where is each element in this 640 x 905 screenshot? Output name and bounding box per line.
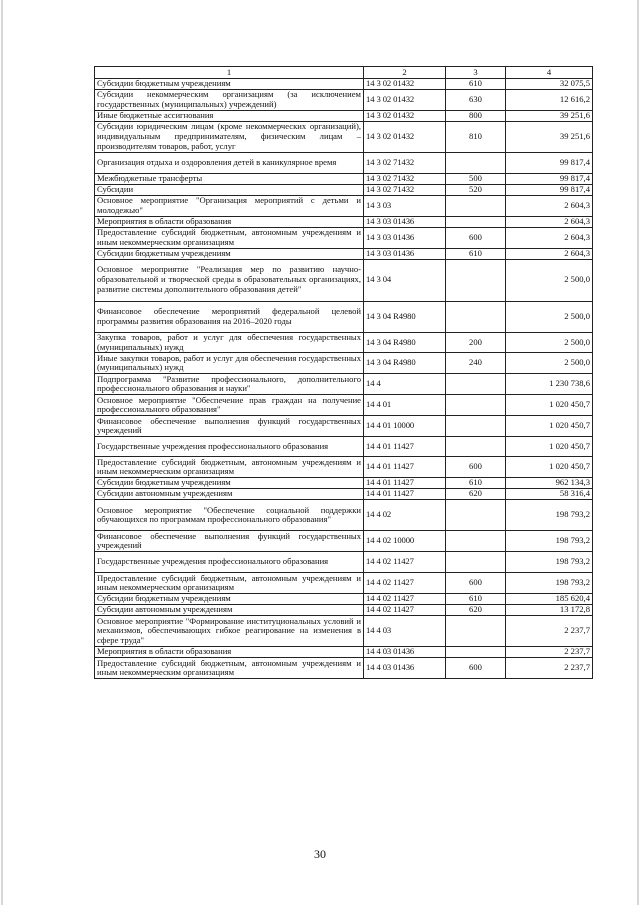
row-amount-cell: 99 817,4: [506, 184, 593, 195]
row-type-cell: 620: [446, 489, 506, 500]
table-row: [95, 259, 593, 301]
row-name-cell: Предоставление субсидий бюджетным, автономным учреждениям и иным некоммерческим организациям: [95, 227, 364, 248]
row-amount-cell: 12 616,2: [506, 90, 593, 111]
row-amount-cell: 1 230 738,6: [506, 374, 593, 395]
row-type-cell: 600: [446, 573, 506, 594]
row-code-cell: 14 3 02 01432: [364, 90, 446, 111]
table-row: [95, 478, 593, 489]
row-type-cell: [446, 301, 506, 332]
row-code-cell: 14 3 02 01432: [364, 110, 446, 121]
row-type-cell: 600: [446, 227, 506, 248]
row-type-cell: [446, 374, 506, 395]
row-code-cell: 14 3 03: [364, 195, 446, 216]
row-type-cell: [446, 647, 506, 658]
row-type-cell: 610: [446, 594, 506, 605]
row-code-cell: 14 3 03 01436: [364, 216, 446, 227]
row-amount-cell: 2 237,7: [506, 658, 593, 679]
row-code-cell: 14 3 04 R4980: [364, 353, 446, 374]
row-name-cell: Финансовое обеспечение выполнения функций государственных учреждений: [95, 416, 364, 437]
row-amount-cell: 32 075,5: [506, 79, 593, 90]
scan-edge-left: [1, 0, 3, 905]
row-name-cell: Предоставление субсидий бюджетным, автономным учреждениям и иным некоммерческим организациям: [95, 573, 364, 594]
row-code-cell: 14 4 01 11427: [364, 478, 446, 489]
row-name-cell: Субсидии автономным учреждениям: [95, 605, 364, 616]
row-amount-cell: 1 020 450,7: [506, 416, 593, 437]
row-amount-cell: 1 020 450,7: [506, 395, 593, 416]
row-name-cell: Субсидии бюджетным учреждениям: [95, 478, 364, 489]
row-code-cell: 14 3 02 71432: [364, 184, 446, 195]
table-row: [95, 594, 593, 605]
table-row: [95, 552, 593, 573]
row-name-cell: Предоставление субсидий бюджетным, автономным учреждениям и иным некоммерческим организациям: [95, 658, 364, 679]
row-type-cell: 610: [446, 79, 506, 90]
row-code-cell: 14 3 02 71432: [364, 152, 446, 173]
column-header-code: 2: [364, 67, 446, 79]
row-name-cell: Предоставление субсидий бюджетным, автономным учреждениям и иным некоммерческим организациям: [95, 457, 364, 478]
row-code-cell: 14 3 02 01432: [364, 79, 446, 90]
row-type-cell: 630: [446, 90, 506, 111]
row-name-cell: Мероприятия в области образования: [95, 647, 364, 658]
table-row: [95, 110, 593, 121]
column-header-amount: 4: [506, 67, 593, 79]
table-row: [95, 457, 593, 478]
row-amount-cell: 39 251,6: [506, 121, 593, 152]
row-type-cell: [446, 552, 506, 573]
column-header-type: 3: [446, 67, 506, 79]
row-code-cell: 14 4 02 11427: [364, 552, 446, 573]
row-type-cell: 200: [446, 332, 506, 353]
row-name-cell: Основное мероприятие "Организация мероприятий с детьми и молодежью": [95, 195, 364, 216]
row-amount-cell: 962 134,3: [506, 478, 593, 489]
table-body: [95, 79, 593, 679]
row-code-cell: 14 4 02 11427: [364, 573, 446, 594]
row-amount-cell: 99 817,4: [506, 173, 593, 184]
row-code-cell: 14 4 02 10000: [364, 531, 446, 552]
row-type-cell: 610: [446, 478, 506, 489]
column-header-name: 1: [95, 67, 364, 79]
row-type-cell: 810: [446, 121, 506, 152]
row-code-cell: 14 3 03 01436: [364, 227, 446, 248]
row-amount-cell: 1 020 450,7: [506, 437, 593, 457]
row-amount-cell: 2 500,0: [506, 353, 593, 374]
table-row: [95, 489, 593, 500]
row-name-cell: Субсидии автономным учреждениям: [95, 489, 364, 500]
row-name-cell: Финансовое обеспечение выполнения функций государственных учреждений: [95, 531, 364, 552]
row-amount-cell: 1 020 450,7: [506, 457, 593, 478]
table-row: [95, 332, 593, 353]
row-code-cell: 14 4 03 01436: [364, 647, 446, 658]
table-row: [95, 500, 593, 531]
row-amount-cell: 2 500,0: [506, 301, 593, 332]
row-amount-cell: 2 500,0: [506, 332, 593, 353]
row-type-cell: [446, 152, 506, 173]
row-type-cell: 520: [446, 184, 506, 195]
row-name-cell: Субсидии бюджетным учреждениям: [95, 594, 364, 605]
table-row: [95, 573, 593, 594]
row-code-cell: 14 4 01 10000: [364, 416, 446, 437]
table-row: [95, 173, 593, 184]
table-row: [95, 416, 593, 437]
table-row: [95, 616, 593, 647]
row-code-cell: 14 4 01 11427: [364, 437, 446, 457]
row-code-cell: 14 4: [364, 374, 446, 395]
row-name-cell: Основное мероприятие "Обеспечение социальной поддержки обучающихся по программам профессионального образования": [95, 500, 364, 531]
row-amount-cell: 198 793,2: [506, 531, 593, 552]
row-type-cell: 610: [446, 248, 506, 259]
row-name-cell: Закупка товаров, работ и услуг для обеспечения государственных (муниципальных) нужд: [95, 332, 364, 353]
row-code-cell: 14 3 02 01432: [364, 121, 446, 152]
row-name-cell: Субсидии: [95, 184, 364, 195]
row-code-cell: 14 4 02 11427: [364, 605, 446, 616]
row-code-cell: 14 4 02 11427: [364, 594, 446, 605]
table-row: [95, 658, 593, 679]
row-code-cell: 14 3 04: [364, 259, 446, 301]
row-type-cell: 600: [446, 658, 506, 679]
table-row: [95, 374, 593, 395]
table-row: [95, 227, 593, 248]
table-row: [95, 353, 593, 374]
row-type-cell: 600: [446, 457, 506, 478]
row-name-cell: Иные закупки товаров, работ и услуг для обеспечения государственных (муниципальных) нужд: [95, 353, 364, 374]
row-name-cell: Субсидии юридическим лицам (кроме некоммерческих организаций), индивидуальным предпринимателям, физическим лицам – производителям товаров, работ, услуг: [95, 121, 364, 152]
table-row: [95, 152, 593, 173]
table-row: [95, 531, 593, 552]
row-amount-cell: 99 817,4: [506, 152, 593, 173]
table-row: [95, 216, 593, 227]
row-amount-cell: 13 172,8: [506, 605, 593, 616]
row-code-cell: 14 3 03 01436: [364, 248, 446, 259]
table-row: [95, 184, 593, 195]
row-code-cell: 14 3 04 R4980: [364, 301, 446, 332]
table-row: [95, 195, 593, 216]
row-name-cell: Иные бюджетные ассигнования: [95, 110, 364, 121]
row-code-cell: 14 3 02 71432: [364, 173, 446, 184]
table-row: [95, 121, 593, 152]
table-row: [95, 248, 593, 259]
row-name-cell: Субсидии некоммерческим организациям (за исключением государственных (муниципальных) учреждений): [95, 90, 364, 111]
row-amount-cell: 39 251,6: [506, 110, 593, 121]
row-type-cell: [446, 437, 506, 457]
row-type-cell: 620: [446, 605, 506, 616]
row-type-cell: [446, 531, 506, 552]
row-name-cell: Мероприятия в области образования: [95, 216, 364, 227]
row-name-cell: Межбюджетные трансферты: [95, 173, 364, 184]
table-row: [95, 395, 593, 416]
row-type-cell: 500: [446, 173, 506, 184]
row-code-cell: 14 4 02: [364, 500, 446, 531]
row-type-cell: 240: [446, 353, 506, 374]
row-amount-cell: 185 620,4: [506, 594, 593, 605]
row-type-cell: [446, 616, 506, 647]
table-row: [95, 90, 593, 111]
row-code-cell: 14 4 01 11427: [364, 489, 446, 500]
row-amount-cell: 2 604,3: [506, 195, 593, 216]
row-code-cell: 14 4 03 01436: [364, 658, 446, 679]
row-type-cell: [446, 195, 506, 216]
row-name-cell: Основное мероприятие "Формирование институциональных условий и механизмов, обеспечивающих гибкое реагирование на изменения в сфере труда": [95, 616, 364, 647]
row-name-cell: Субсидии бюджетным учреждениям: [95, 248, 364, 259]
row-name-cell: Субсидии бюджетным учреждениям: [95, 79, 364, 90]
table-header-row: [95, 67, 593, 79]
row-name-cell: Государственные учреждения профессионального образования: [95, 552, 364, 573]
row-type-cell: [446, 395, 506, 416]
row-name-cell: Государственные учреждения профессионального образования: [95, 437, 364, 457]
row-name-cell: Организация отдыха и оздоровления детей в каникулярное время: [95, 152, 364, 173]
row-name-cell: Подпрограмма "Развитие профессионального, дополнительного профессионального образования и науки": [95, 374, 364, 395]
table-row: [95, 301, 593, 332]
row-name-cell: Основное мероприятие "Реализация мер по развитию научно-образовательной и творческой среды в образовательных организациях, развитие системы дополнительного образования детей": [95, 259, 364, 301]
row-amount-cell: 2 500,0: [506, 259, 593, 301]
row-type-cell: [446, 416, 506, 437]
row-amount-cell: 198 793,2: [506, 573, 593, 594]
row-type-cell: [446, 259, 506, 301]
row-type-cell: [446, 216, 506, 227]
row-amount-cell: 2 237,7: [506, 616, 593, 647]
row-amount-cell: 2 237,7: [506, 647, 593, 658]
row-amount-cell: 2 604,3: [506, 248, 593, 259]
row-amount-cell: 2 604,3: [506, 227, 593, 248]
row-name-cell: Финансовое обеспечение мероприятий федеральной целевой программы развития образования на 2016–2020 годы: [95, 301, 364, 332]
row-code-cell: 14 4 03: [364, 616, 446, 647]
row-type-cell: 800: [446, 110, 506, 121]
page-number: 30: [314, 847, 326, 861]
row-amount-cell: 58 316,4: [506, 489, 593, 500]
table-row: [95, 605, 593, 616]
scan-edge-right: [637, 0, 639, 905]
row-amount-cell: 198 793,2: [506, 500, 593, 531]
row-type-cell: [446, 500, 506, 531]
row-amount-cell: 2 604,3: [506, 216, 593, 227]
row-code-cell: 14 4 01: [364, 395, 446, 416]
table-row: [95, 437, 593, 457]
row-amount-cell: 198 793,2: [506, 552, 593, 573]
budget-table: [94, 66, 593, 679]
row-code-cell: 14 3 04 R4980: [364, 332, 446, 353]
row-name-cell: Основное мероприятие "Обеспечение прав граждан на получение профессионального образования": [95, 395, 364, 416]
table-row: [95, 647, 593, 658]
table-row: [95, 79, 593, 90]
row-code-cell: 14 4 01 11427: [364, 457, 446, 478]
